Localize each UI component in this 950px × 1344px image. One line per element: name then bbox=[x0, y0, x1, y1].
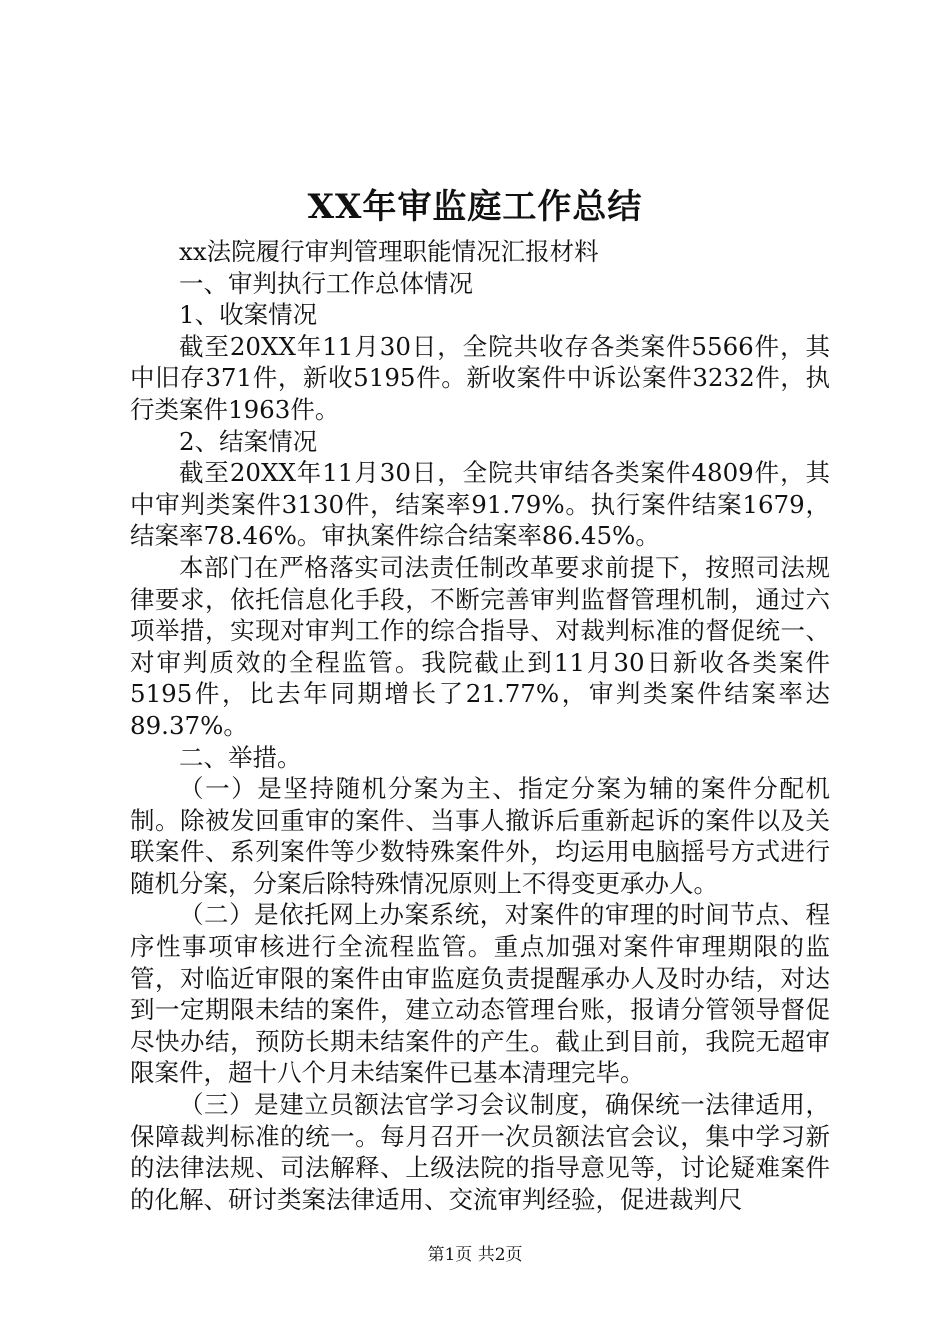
paragraph-measure-two: （二）是依托网上办案系统，对案件的审理的时间节点、程序性事项审核进行全流程监管。重点加强对案件审理期限的监管，对临近审限的案件由审监庭负责提醒承办人及时办结，对达到一定期限未结的案件，建立动态管理台账，报请分管领导督促尽快办结，预防长期未结案件的产生。截止到目前，我院无超审限案件，超十八个月未结案件已基本清理完毕。 bbox=[130, 900, 830, 1088]
document-title: XX年审监庭工作总结 bbox=[307, 187, 643, 227]
page-footer: 第1页 共2页 bbox=[427, 1245, 523, 1265]
paragraph-measure-three: （三）是建立员额法官学习会议制度，确保统一法律适用，保障裁判标准的统一。每月召开一次员额法官会议，集中学习新的法律法规、司法解释、上级法院的指导意见等，讨论疑难案件的化解、研讨类案法律适用、交流审判经验，促进裁判尺 bbox=[130, 1090, 830, 1214]
paragraph-case-closing-heading: 2、结案情况 bbox=[179, 426, 318, 456]
paragraph-section-one-heading: 一、审判执行工作总体情况 bbox=[179, 268, 473, 298]
paragraph-section-two-heading: 二、举措。 bbox=[179, 742, 302, 772]
paragraph-measure-one: （一）是坚持随机分案为主、指定分案为辅的案件分配机制。除被发回重审的案件、当事人撤诉后重新起诉的案件以及关联案件、系列案件等少数特殊案件外，均运用电脑摇号方式进行随机分案，分案后除特殊情况原则上不得变更承办人。 bbox=[130, 774, 830, 898]
paragraph-case-intake-heading: 1、收案情况 bbox=[179, 300, 318, 330]
paragraph-case-closing: 截至20XX年11月30日，全院共审结各类案件4809件，其中审判类案件3130件，结案率91.79%。执行案件结案1679，结案率78.46%。审执案件综合结案率86.45%。 bbox=[130, 458, 830, 551]
document-body bbox=[130, 236, 830, 1215]
paragraph-case-intake: 截至20XX年11月30日，全院共收存各类案件5566件，其中旧存371件，新收5195件。新收案件中诉讼案件3232件，执行类案件1963件。 bbox=[130, 331, 830, 424]
paragraph-report-heading: xx法院履行审判管理职能情况汇报材料 bbox=[179, 237, 599, 266]
paragraph-department-overview: 本部门在严格落实司法责任制改革要求前提下，按照司法规律要求，依托信息化手段，不断完善审判监督管理机制，通过六项举措，实现对审判工作的综合指导、对裁判标准的督促统一、对审判质效的全程监管。我院截止到11月30日新收各类案件5195件，比去年同期增长了21.77%，审判类案件结案率达89.37%。 bbox=[130, 552, 830, 740]
